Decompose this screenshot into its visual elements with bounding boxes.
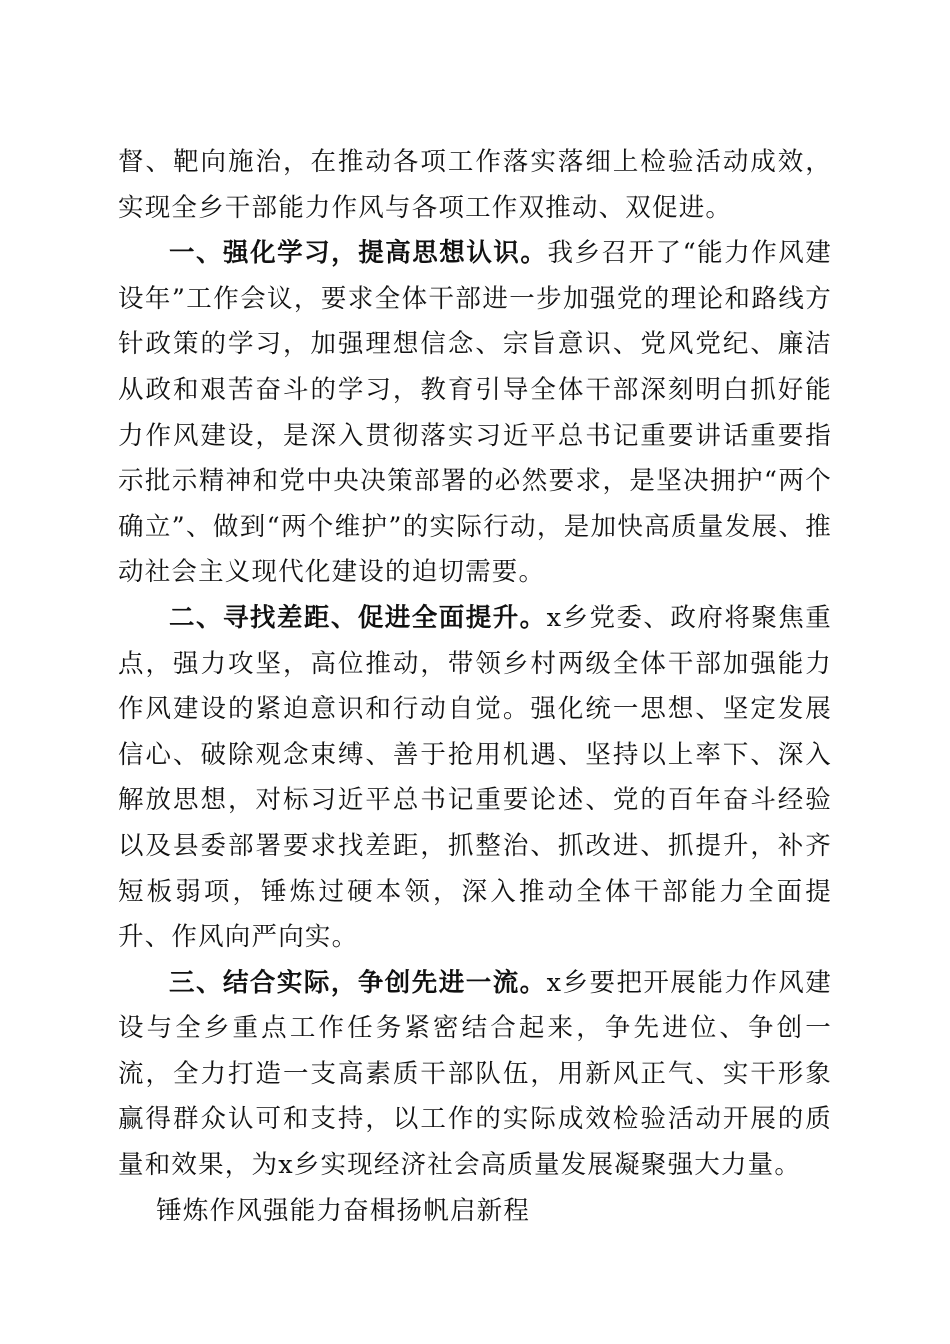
section-paragraph-1 — [118, 231, 832, 596]
section-heading-1: 一、强化学习，提高思想认识。 — [169, 238, 548, 269]
section-body-2: x乡党委、政府将聚焦重点，强力攻坚，高位推动，带领乡村两级全体干部加强能力作风建设的紧迫意识和行动自觉。强化统一思想、坚定发展信心、破除观念束缚、善于抢用机遇、坚持以上率下、深入解放思想，对标习近平总书记重要论述、党的百年奋斗经验以及县委部署要求找差距，抓整治、抓改进、抓提升，补齐短板弱项，锤炼过硬本领，深入推动全体干部能力全面提升、作风向严向实。 — [118, 602, 832, 953]
section-heading-2: 二、寻找差距、促进全面提升。 — [169, 602, 547, 633]
section-heading-3: 三、结合实际，争创先进一流。 — [169, 967, 547, 998]
document-body — [118, 140, 832, 1234]
section-body-1: 我乡召开了“能力作风建设年”工作会议，要求全体干部进一步加强党的理论和路线方针政策的学习，加强理想信念、宗旨意识、党风党纪、廉洁从政和艰苦奋斗的学习，教育引导全体干部深刻明白抓好能力作风建设，是深入贯彻落实习近平总书记重要讲话重要指示批示精神和党中央决策部署的必然要求，是坚决拥护“两个确立”、做到“两个维护”的实际行动，是加快高质量发展、推动社会主义现代化建设的迫切需要。 — [118, 238, 832, 588]
section-paragraph-2 — [118, 596, 832, 961]
next-article-title: 锤炼作风强能力奋楫扬帆启新程 — [156, 1195, 531, 1226]
section-body-3: x乡要把开展能力作风建设与全乡重点工作任务紧密结合起来，争先进位、争创一流，全力打造一支高素质干部队伍，用新风正气、实干形象赢得群众认可和支持，以工作的实际成效检验活动开展的质量和效果，为x乡实现经济社会高质量发展凝聚强大力量。 — [118, 967, 832, 1181]
section-paragraph-3 — [118, 961, 832, 1189]
intro-paragraph: 督、靶向施治，在推动各项工作落实落细上检验活动成效，实现全乡干部能力作风与各项工作双推动、双促进。 — [118, 147, 832, 223]
